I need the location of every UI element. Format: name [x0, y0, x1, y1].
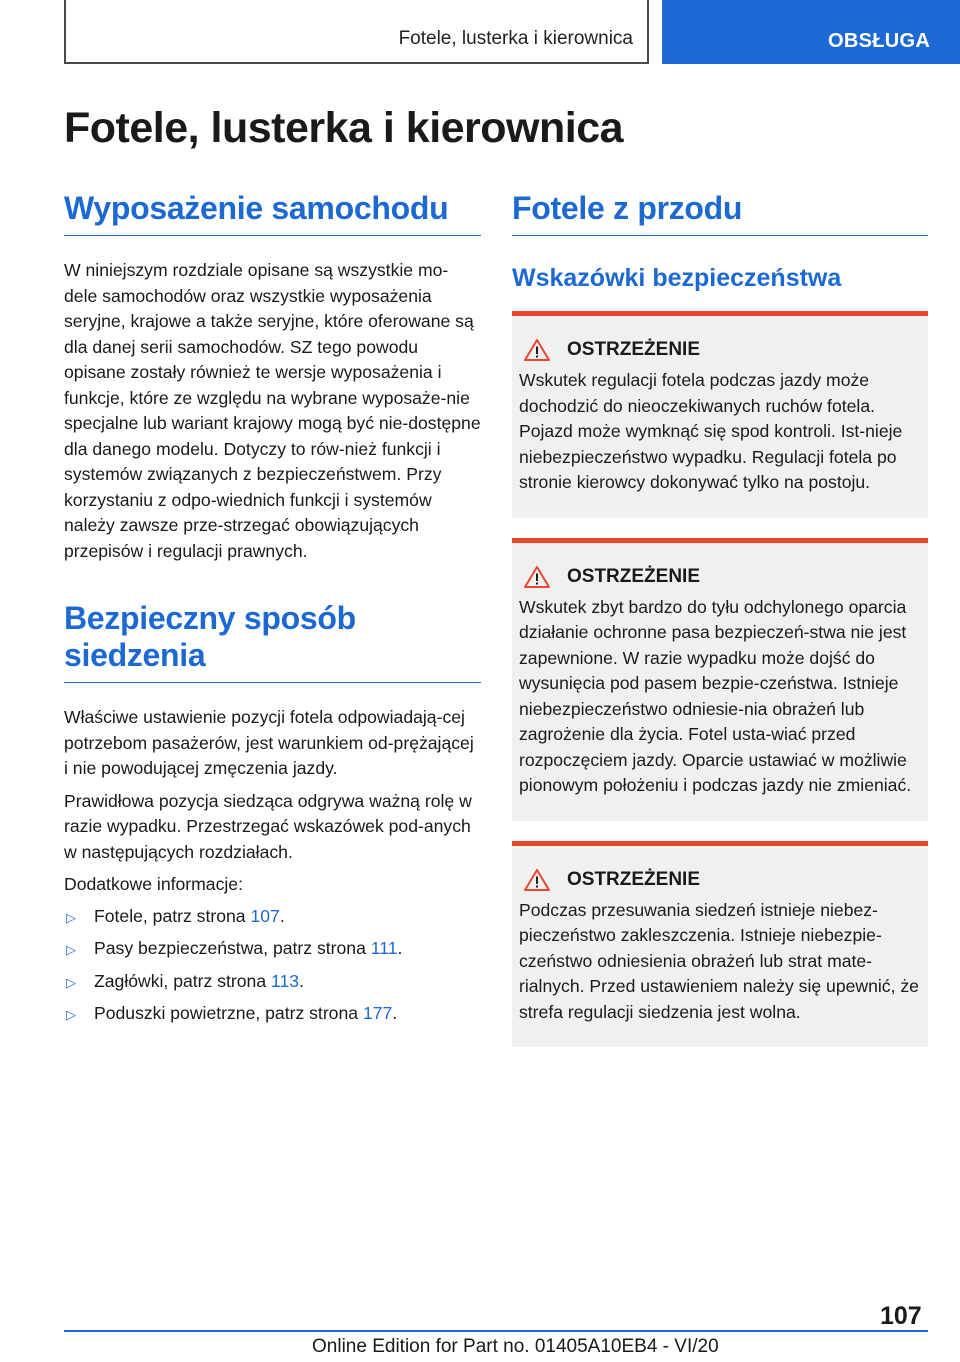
reference-list: [64, 904, 481, 1028]
right-column: [512, 190, 928, 1047]
seating-heading: Bezpieczny sposób siedzenia: [64, 600, 481, 683]
list-item-text: Poduszki powietrzne, patrz strona: [94, 1003, 363, 1023]
page-title: Fotele, lusterka i kierownica: [64, 104, 624, 152]
equipment-text: W niniejszym rozdziale opisane są wszystkie mo-dele samochodów oraz wszystkie wyposażenia seryjne, krajowe a także seryjne, które oferowane są dla danej serii samochodów. SZ tego powodu opisane zostały również te wersje wyposażenia i funkcje, które ze względu na wybrane wyposaże-nie specjalne lub wariant krajowy mogą być nie-dostępne dla danego modelu. Dotyczy to rów-nież funkcji i systemów związanych z bezpieczeństwem. Przy korzystaniu z odpo-wiednich funkcji i systemów należy zawsze prze-strzegać obowiązujących przepisów i regulacji prawnych.: [64, 260, 481, 561]
list-item-text: Fotele, patrz strona: [94, 905, 251, 926]
seating-paragraph-1: Właściwe ustawienie pozycji fotela odpowiadają-cej potrzebom pasażerów, jest warunkiem od-prężającej i nie powodującej zmęczenia jazdy.: [64, 707, 474, 778]
warning-text: Wskutek zbyt bardzo do tyłu odchylonego oparcia działanie ochronne pasa bezpieczeń-stwa nie jest zapewnione. W razie wypadku może dojść do wysunięcia pod pasem bezpie-czeństwa. Istnieje niebezpieczeństwo odniesie-nia obrażeń lub zagrożenie dla życia. Fotel usta-wiać przed rozpoczęciem jazdy. Oparcie ustawiać w możliwie pionowym położeniu i podczas jazdy nie zmieniać.: [519, 596, 912, 795]
triangle-bullet-icon: ▷: [66, 1007, 76, 1022]
page-number: 107: [880, 1302, 922, 1330]
warning-triangle-icon: [523, 868, 551, 892]
list-item-text: Zagłówki, patrz strona: [94, 970, 271, 991]
triangle-bullet-icon: ▷: [66, 942, 76, 957]
warning-triangle-icon: [523, 338, 551, 362]
page-link-107[interactable]: 107: [250, 905, 280, 926]
page-link-111[interactable]: 111: [370, 938, 398, 958]
list-item: ▷ Zagłówki, patrz strona 113.: [64, 969, 481, 996]
warning-title: OSTRZEŻENIE: [567, 339, 701, 360]
warning-text: Podczas przesuwania siedzeń istnieje niebez-pieczeństwo zakleszczenia. Istnieje niebezpie-czeństwo odniesienia obrażeń lub strat mate-rialnych. Przed ustawieniem należy się upewnić, że strefa regulacji siedzenia jest wolna.: [519, 899, 919, 1022]
list-item: ▷ Poduszki powietrzne, patrz strona 177.: [64, 1001, 481, 1028]
warning-title: OSTRZEŻENIE: [567, 868, 701, 890]
warning-header: [519, 868, 920, 892]
list-item: ▷ Fotele, patrz strona 107.: [64, 904, 481, 931]
triangle-bullet-icon: ▷: [66, 974, 76, 990]
additional-info-label: Dodatkowe informacje:: [64, 874, 243, 894]
warning-text: Wskutek regulacji fotela podczas jazdy może dochodzić do nieoczekiwanych ruchów fotela. Pojazd może wymknąć się spod kontroli. Ist-nieje niebezpieczeństwo wypadku. Regulacji fotela po stronie kierowcy dokonywać tylko na postoju.: [519, 370, 903, 492]
header-section-tab[interactable]: [662, 0, 960, 64]
triangle-bullet-icon: ▷: [66, 909, 76, 925]
seating-paragraph-2: Prawidłowa pozycja siedząca odgrywa ważną rolę w razie wypadku. Przestrzegać wskazówek pod-anych w następujących rozdziałach.: [64, 790, 472, 862]
page-link-177[interactable]: 177: [362, 1003, 393, 1023]
warning-title: OSTRZEŻENIE: [567, 565, 701, 587]
list-item-text: Pasy bezpieczeństwa, patrz strona: [94, 938, 371, 958]
footer-edition: Online Edition for Part no. 01405A10EB4 - VI/20: [312, 1336, 719, 1357]
equipment-heading: Wyposażenie samochodu: [64, 190, 481, 236]
warning-box: [512, 311, 928, 518]
list-item: ▷ Pasy bezpieczeństwa, patrz strona 111.: [64, 936, 481, 963]
section-tab-label: OBSŁUGA: [828, 30, 931, 52]
footer-divider: [64, 1330, 928, 1332]
warning-box: [512, 841, 928, 1048]
safety-notes-heading: Wskazówki bezpieczeństwa: [512, 264, 842, 292]
header-chapter-box: [64, 0, 649, 64]
page-link-113[interactable]: 113: [271, 970, 300, 991]
warning-header: [519, 565, 920, 589]
warning-header: [519, 338, 920, 362]
warning-box: [512, 538, 928, 821]
warning-triangle-icon: [523, 565, 551, 589]
left-column: [64, 190, 481, 1028]
header-chapter-title: Fotele, lusterka i kierownica: [398, 28, 633, 49]
front-seats-heading: Fotele z przodu: [512, 190, 928, 236]
